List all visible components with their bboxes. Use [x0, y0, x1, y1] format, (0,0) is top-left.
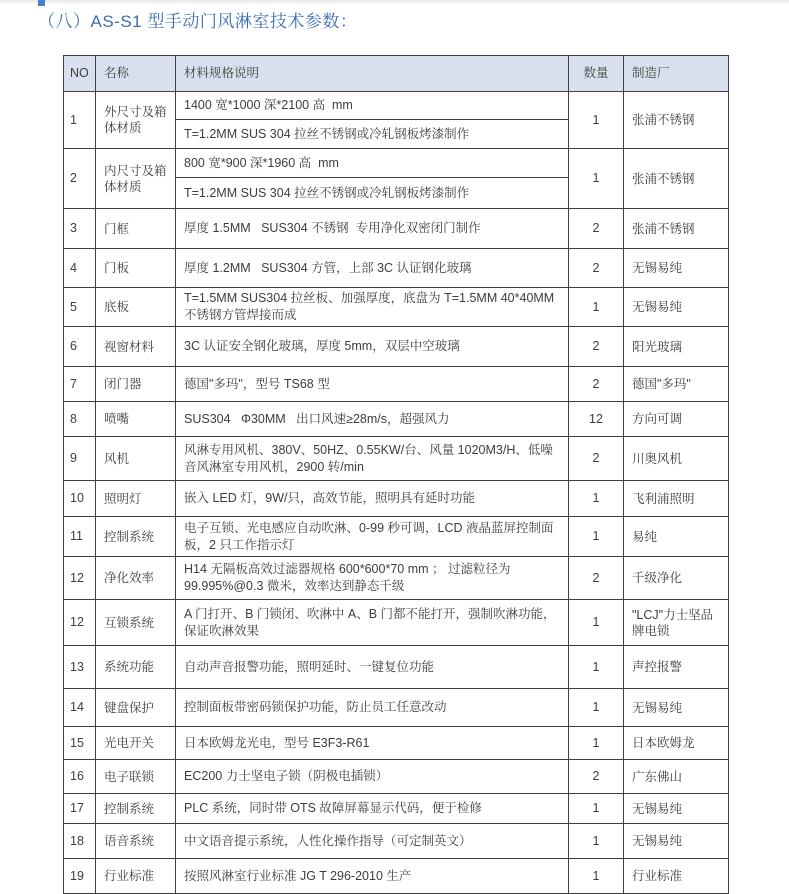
column-header-no: NO: [64, 56, 96, 92]
row-maker: 无锡易纯: [624, 794, 729, 824]
row-maker: 广东佛山: [624, 760, 729, 794]
table-row: [64, 249, 729, 288]
column-header-maker: 制造厂: [624, 56, 729, 92]
row-no: 12: [64, 600, 96, 646]
row-qty: 1: [569, 824, 624, 859]
row-no: 13: [64, 646, 96, 689]
row-maker: 行业标准: [624, 859, 729, 894]
row-name: 光电开关: [96, 727, 176, 760]
row-name: 互锁系统: [96, 600, 176, 646]
row-maker: 飞利浦照明: [624, 481, 729, 517]
row-spec: 风淋专用风机、380V、50HZ、0.55KW/台、风量 1020M3/H、低噪音风淋室专用风机，2900 转/min: [176, 437, 569, 481]
table-row: [64, 149, 729, 178]
row-no: 19: [64, 859, 96, 894]
row-name: 风机: [96, 437, 176, 481]
row-spec: 1400 宽*1000 深*2100 高 mm: [176, 92, 569, 120]
row-no: 5: [64, 288, 96, 327]
row-maker: 方向可调: [624, 402, 729, 437]
row-no: 8: [64, 402, 96, 437]
row-qty: 1: [569, 600, 624, 646]
row-name: 视窗材料: [96, 327, 176, 367]
row-name: 门框: [96, 209, 176, 249]
row-spec: T=1.5MM SUS304 拉丝板、加强厚度，底盘为 T=1.5MM 40*40MM 不锈钢方管焊接而成: [176, 288, 569, 327]
row-name: 内尺寸及箱体材质: [96, 149, 176, 209]
row-name: 控制系统: [96, 794, 176, 824]
row-no: 14: [64, 689, 96, 727]
row-maker: 川奥风机: [624, 437, 729, 481]
table-header-row: [64, 56, 729, 92]
row-maker: 声控报警: [624, 646, 729, 689]
cursor-marker: [38, 0, 45, 6]
row-maker: 易纯: [624, 517, 729, 557]
window-top-shade: [0, 0, 789, 5]
table-row: [64, 402, 729, 437]
row-name: 键盘保护: [96, 689, 176, 727]
table-row: [64, 92, 729, 120]
row-qty: 1: [569, 646, 624, 689]
row-name: 电子联锁: [96, 760, 176, 794]
table-row: [64, 327, 729, 367]
table-row: [64, 209, 729, 249]
row-spec: 厚度 1.5MM SUS304 不锈钢 专用净化双密闭门制作: [176, 209, 569, 249]
row-spec: 按照风淋室行业标准 JG T 296-2010 生产: [176, 859, 569, 894]
row-qty: 1: [569, 481, 624, 517]
table-row: [64, 600, 729, 646]
row-qty: 2: [569, 249, 624, 288]
column-header-name: 名称: [96, 56, 176, 92]
row-qty: 1: [569, 517, 624, 557]
row-maker: 千级净化: [624, 557, 729, 600]
row-spec: SUS304 Φ30MM 出口风速≥28m/s，超强风力: [176, 402, 569, 437]
row-qty: 1: [569, 149, 624, 209]
row-maker: 张浦不锈钢: [624, 149, 729, 209]
table-row: [64, 437, 729, 481]
row-qty: 1: [569, 859, 624, 894]
row-maker: 张浦不锈钢: [624, 209, 729, 249]
table-row: [64, 517, 729, 557]
row-no: 7: [64, 367, 96, 402]
row-qty: 2: [569, 367, 624, 402]
row-no: 10: [64, 481, 96, 517]
row-maker: 无锡易纯: [624, 288, 729, 327]
row-spec: 中文语音提示系统，人性化操作指导（可定制英文）: [176, 824, 569, 859]
row-qty: 2: [569, 327, 624, 367]
row-maker: 张浦不锈钢: [624, 92, 729, 149]
row-name: 闭门器: [96, 367, 176, 402]
row-spec: 日本欧姆龙光电，型号 E3F3-R61: [176, 727, 569, 760]
row-spec: 厚度 1.2MM SUS304 方管，上部 3C 认证钢化玻璃: [176, 249, 569, 288]
row-qty: 2: [569, 437, 624, 481]
row-no: 15: [64, 727, 96, 760]
row-maker: 无锡易纯: [624, 689, 729, 727]
row-qty: 1: [569, 92, 624, 149]
row-no: 9: [64, 437, 96, 481]
row-spec: T=1.2MM SUS 304 拉丝不锈钢或冷轧钢板烤漆制作: [176, 178, 569, 209]
row-no: 11: [64, 517, 96, 557]
row-spec: 控制面板带密码锁保护功能，防止员工任意改动: [176, 689, 569, 727]
row-qty: 2: [569, 760, 624, 794]
row-maker: 阳光玻璃: [624, 327, 729, 367]
row-name: 控制系统: [96, 517, 176, 557]
row-spec: 德国"多玛"，型号 TS68 型: [176, 367, 569, 402]
table-row: [64, 794, 729, 824]
row-spec: H14 无隔板高效过滤器规格 600*600*70 mm ； 过滤粒径为 99.995%@0.3 微米，效率达到静态千级: [176, 557, 569, 600]
row-spec: 800 宽*900 深*1960 高 mm: [176, 149, 569, 178]
table-row: [64, 824, 729, 859]
row-spec: 电子互锁、光电感应自动吹淋、0-99 秒可调，LCD 液晶蓝屏控制面板，2 只工作指示灯: [176, 517, 569, 557]
table-row: [64, 288, 729, 327]
row-qty: 1: [569, 288, 624, 327]
row-qty: 1: [569, 727, 624, 760]
row-qty: 2: [569, 209, 624, 249]
table-row: [64, 859, 729, 894]
row-maker: 无锡易纯: [624, 249, 729, 288]
row-no: 12: [64, 557, 96, 600]
table-row: [64, 689, 729, 727]
table-row: [64, 727, 729, 760]
row-name: 语音系统: [96, 824, 176, 859]
row-name: 底板: [96, 288, 176, 327]
spec-table: [63, 55, 729, 894]
row-name: 喷嘴: [96, 402, 176, 437]
row-no: 18: [64, 824, 96, 859]
row-no: 4: [64, 249, 96, 288]
row-no: 16: [64, 760, 96, 794]
table-row: [64, 367, 729, 402]
row-maker: 日本欧姆龙: [624, 727, 729, 760]
row-maker: 德国"多玛": [624, 367, 729, 402]
row-maker: 无锡易纯: [624, 824, 729, 859]
row-maker: "LCJ"力士坚品牌电锁: [624, 600, 729, 646]
page-title: （八）AS-S1 型手动门风淋室技术参数：: [38, 12, 358, 31]
row-no: 1: [64, 92, 96, 149]
table-row: [64, 760, 729, 794]
spec-table-body: [64, 92, 729, 894]
row-spec: 自动声音报警功能，照明延时、一键复位功能: [176, 646, 569, 689]
row-name: 行业标准: [96, 859, 176, 894]
row-spec: PLC 系统，同时带 OTS 故障屏幕显示代码，便于检修: [176, 794, 569, 824]
row-no: 2: [64, 149, 96, 209]
row-spec: 嵌入 LED 灯，9W/只，高效节能，照明具有延时功能: [176, 481, 569, 517]
row-name: 外尺寸及箱体材质: [96, 92, 176, 149]
row-name: 净化效率: [96, 557, 176, 600]
row-name: 系统功能: [96, 646, 176, 689]
row-qty: 1: [569, 794, 624, 824]
row-no: 3: [64, 209, 96, 249]
row-name: 门板: [96, 249, 176, 288]
column-header-spec: 材料规格说明: [176, 56, 569, 92]
row-spec: 3C 认证安全钢化玻璃，厚度 5mm，双层中空玻璃: [176, 327, 569, 367]
row-name: 照明灯: [96, 481, 176, 517]
row-qty: 1: [569, 689, 624, 727]
table-row: [64, 481, 729, 517]
table-row: [64, 646, 729, 689]
row-spec: A 门打开、B 门锁闭、吹淋中 A、B 门都不能打开，强制吹淋功能，保证吹淋效果: [176, 600, 569, 646]
table-row: [64, 557, 729, 600]
row-qty: 2: [569, 557, 624, 600]
row-spec: T=1.2MM SUS 304 拉丝不锈钢或冷轧钢板烤漆制作: [176, 120, 569, 149]
row-spec: EC200 力士坚电子锁（阴极电插锁）: [176, 760, 569, 794]
row-no: 17: [64, 794, 96, 824]
row-qty: 12: [569, 402, 624, 437]
row-no: 6: [64, 327, 96, 367]
column-header-qty: 数量: [569, 56, 624, 92]
